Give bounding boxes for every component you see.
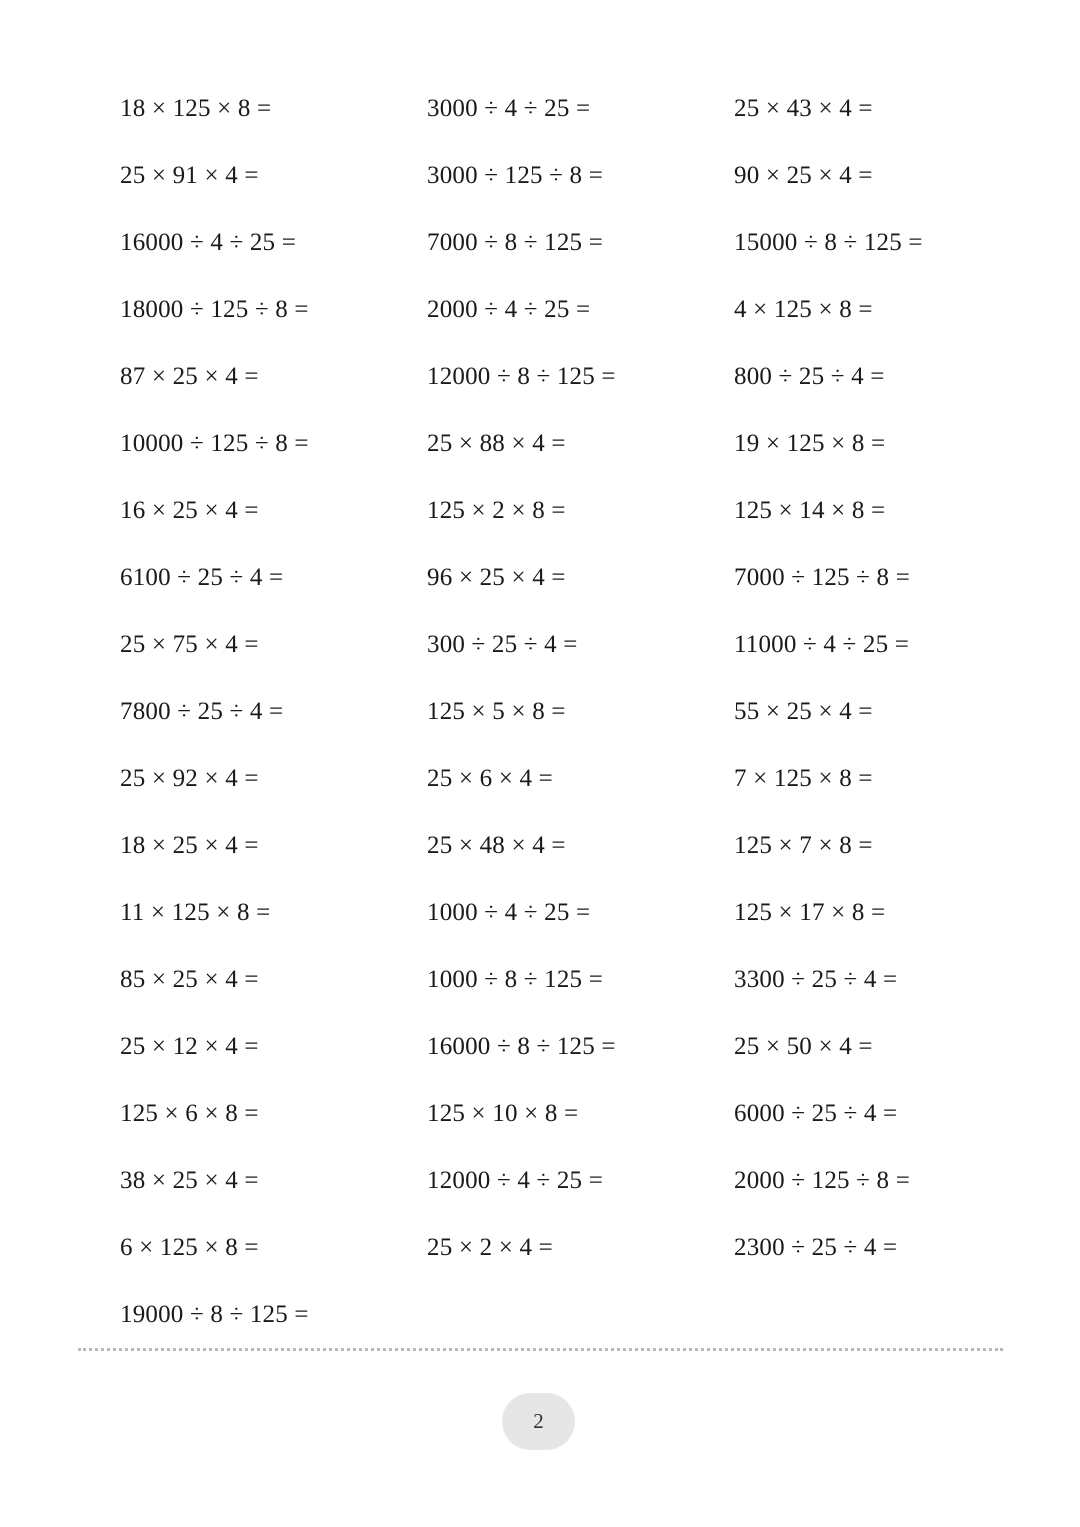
problem-item: 18 × 125 × 8 =: [120, 95, 272, 122]
problem-item: 55 × 25 × 4 =: [734, 698, 873, 725]
problem-item: 11000 ÷ 4 ÷ 25 =: [734, 631, 910, 658]
problem-item: 38 × 25 × 4 =: [120, 1167, 259, 1194]
problem-item: 6100 ÷ 25 ÷ 4 =: [120, 564, 284, 591]
problem-item: 12000 ÷ 4 ÷ 25 =: [427, 1167, 603, 1194]
page-number: 2: [533, 1409, 544, 1433]
problem-item: 25 × 88 × 4 =: [427, 430, 566, 457]
problem-item: 12000 ÷ 8 ÷ 125 =: [427, 363, 616, 390]
problem-item: 2300 ÷ 25 ÷ 4 =: [734, 1234, 898, 1261]
problem-item: 85 × 25 × 4 =: [120, 966, 259, 993]
problem-item: 6 × 125 × 8 =: [120, 1234, 259, 1261]
problem-item: 3300 ÷ 25 ÷ 4 =: [734, 966, 898, 993]
problem-item: 125 × 17 × 8 =: [734, 899, 886, 926]
problem-item: 15000 ÷ 8 ÷ 125 =: [734, 229, 923, 256]
problem-item: 25 × 50 × 4 =: [734, 1033, 873, 1060]
problem-item: 125 × 10 × 8 =: [427, 1100, 579, 1127]
problem-item: 3000 ÷ 125 ÷ 8 =: [427, 162, 603, 189]
problem-item: 90 × 25 × 4 =: [734, 162, 873, 189]
dotted-divider: [78, 1348, 1003, 1351]
problem-item: 7800 ÷ 25 ÷ 4 =: [120, 698, 284, 725]
problem-item: 18000 ÷ 125 ÷ 8 =: [120, 296, 309, 323]
problem-item: 300 ÷ 25 ÷ 4 =: [427, 631, 578, 658]
problem-item: 25 × 92 × 4 =: [120, 765, 259, 792]
problem-item: 125 × 5 × 8 =: [427, 698, 566, 725]
problem-item: 2000 ÷ 4 ÷ 25 =: [427, 296, 591, 323]
problem-item: 19000 ÷ 8 ÷ 125 =: [120, 1301, 309, 1328]
problems-grid: [120, 75, 1020, 1348]
problem-item: 1000 ÷ 8 ÷ 125 =: [427, 966, 603, 993]
problem-item: 7000 ÷ 125 ÷ 8 =: [734, 564, 910, 591]
problem-item: 25 × 6 × 4 =: [427, 765, 553, 792]
problem-item: 16000 ÷ 4 ÷ 25 =: [120, 229, 296, 256]
problem-item: 1000 ÷ 4 ÷ 25 =: [427, 899, 591, 926]
problem-item: 10000 ÷ 125 ÷ 8 =: [120, 430, 309, 457]
problem-item: 19 × 125 × 8 =: [734, 430, 886, 457]
problem-item: 2000 ÷ 125 ÷ 8 =: [734, 1167, 910, 1194]
problem-item: 25 × 91 × 4 =: [120, 162, 259, 189]
problem-item: 16000 ÷ 8 ÷ 125 =: [427, 1033, 616, 1060]
problem-item: 800 ÷ 25 ÷ 4 =: [734, 363, 885, 390]
problem-item: 125 × 7 × 8 =: [734, 832, 873, 859]
problem-item: 25 × 12 × 4 =: [120, 1033, 259, 1060]
problem-item: 25 × 48 × 4 =: [427, 832, 566, 859]
problem-item: 11 × 125 × 8 =: [120, 899, 271, 926]
problem-item: 6000 ÷ 25 ÷ 4 =: [734, 1100, 898, 1127]
problem-item: 4 × 125 × 8 =: [734, 296, 873, 323]
problem-item: 125 × 14 × 8 =: [734, 497, 886, 524]
problem-item: 125 × 2 × 8 =: [427, 497, 566, 524]
problem-item: 18 × 25 × 4 =: [120, 832, 259, 859]
page-number-badge: [502, 1393, 575, 1450]
problem-item: 87 × 25 × 4 =: [120, 363, 259, 390]
problem-item: 7000 ÷ 8 ÷ 125 =: [427, 229, 603, 256]
problem-item: 96 × 25 × 4 =: [427, 564, 566, 591]
problem-item: 25 × 2 × 4 =: [427, 1234, 553, 1261]
problem-item: 16 × 25 × 4 =: [120, 497, 259, 524]
problem-item: 7 × 125 × 8 =: [734, 765, 873, 792]
problem-item: 125 × 6 × 8 =: [120, 1100, 259, 1127]
problem-item: 25 × 75 × 4 =: [120, 631, 259, 658]
problem-item: 3000 ÷ 4 ÷ 25 =: [427, 95, 591, 122]
problem-item: 25 × 43 × 4 =: [734, 95, 873, 122]
